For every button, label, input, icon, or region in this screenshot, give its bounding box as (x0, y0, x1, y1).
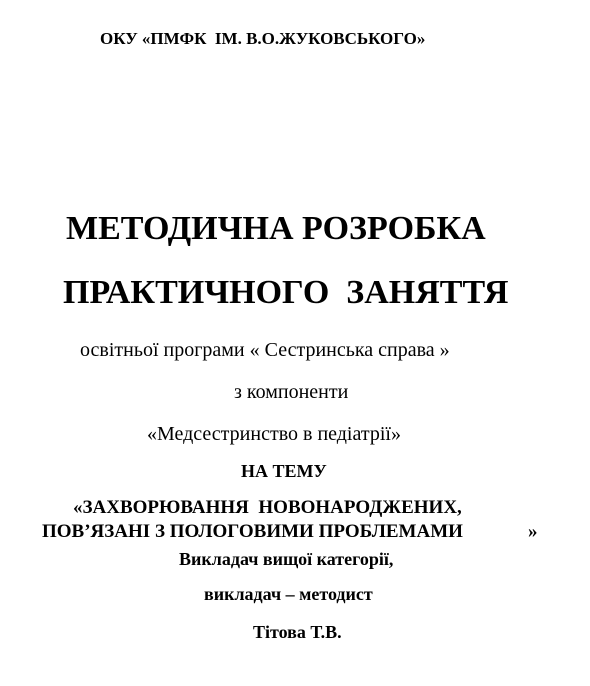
author-name: Тітова Т.В. (253, 622, 342, 642)
topic-line-1: «ЗАХВОРЮВАННЯ НОВОНАРОДЖЕНИХ, (73, 497, 462, 518)
component-name: «Медсестринство в педіатрії» (147, 423, 401, 445)
author-position-line-1: Викладач вищої категорії, (179, 549, 394, 569)
program-line: освітньої програми « Сестринська справа » (80, 339, 450, 361)
topic-label: НА ТЕМУ (241, 461, 327, 481)
institution-name: ОКУ «ПМФК ІМ. В.О.ЖУКОВСЬКОГО» (100, 29, 426, 48)
topic-line-2: ПОВ’ЯЗАНІ З ПОЛОГОВИМИ ПРОБЛЕМАМИ (42, 521, 463, 542)
topic-closing-quote: » (528, 521, 538, 542)
author-position-line-2: викладач – методист (204, 584, 373, 604)
document-title-line-1: МЕТОДИЧНА РОЗРОБКА (66, 210, 486, 247)
component-intro: з компоненти (234, 381, 349, 403)
document-title-line-2: ПРАКТИЧНОГО ЗАНЯТТЯ (63, 274, 509, 311)
